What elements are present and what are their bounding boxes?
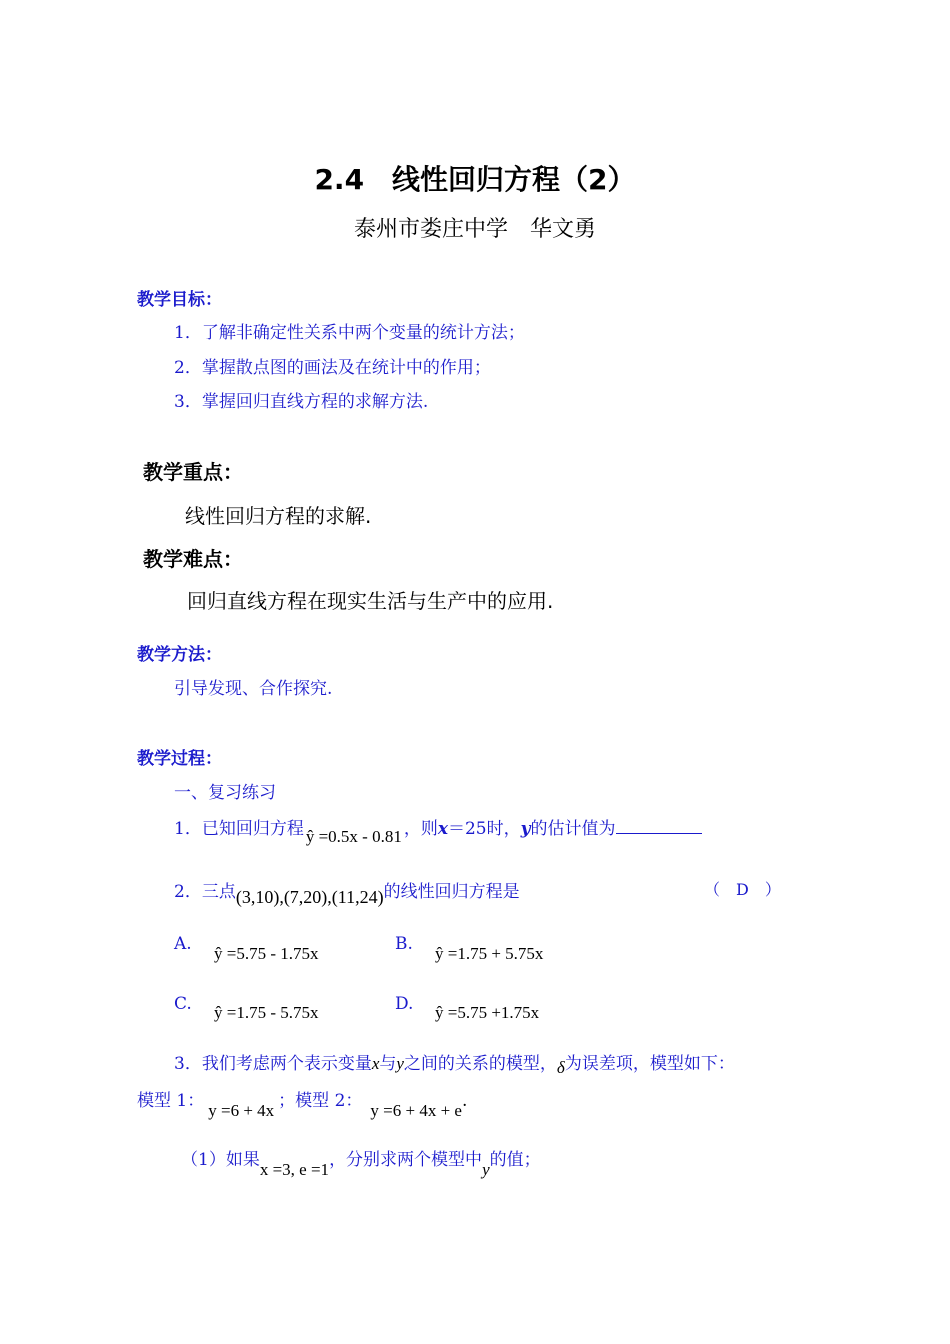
goal-item-3: 3．掌握回归直线方程的求解方法. [174,392,429,412]
sub1-text-b: ，分别求两个模型中 [329,1150,483,1170]
goals-heading: 教学目标： [137,290,222,310]
model-sep: ；模型 2： [278,1091,363,1111]
option-d: ŷ =5.75 +1.75x [435,1003,540,1022]
q3-var-y: y [396,1054,404,1073]
method-text: 引导发现、合作探究. [174,679,333,699]
q3-text-a: 3．我们考虑两个表示变量 [174,1054,372,1074]
process-heading: 教学过程： [137,749,222,769]
q3-text-c: 之间的关系的模型， [403,1054,557,1074]
option-a: ŷ =5.75 - 1.75x [214,944,319,963]
option-d-label: D. [395,994,414,1014]
sub1-condition: x =3, e =1 [259,1160,330,1179]
author-line: 泰州市娄庄中学 华文勇 [353,217,596,242]
key-heading: 教学重点： [143,460,243,484]
q1-formula: ŷ =0.5x - 0.81 [305,827,402,846]
section-review: 一、复习练习 [174,783,276,803]
q1-suffix-a: ，则 [403,819,438,839]
option-c: ŷ =1.75 - 5.75x [214,1003,319,1022]
q3-models [137,1086,468,1120]
q1-var-x: x [437,819,448,839]
model2-formula: y =6 + 4x + e [370,1101,462,1120]
goal-item-2: 2．掌握散点图的画法及在统计中的作用； [174,358,491,378]
difficulty-text: 回归直线方程在现实生活与生产中的应用. [187,589,554,613]
q1-suffix-c: 的估计值为 [530,819,616,839]
model2-end: . [461,1091,468,1111]
question-2 [174,877,520,907]
q1-suffix-b: ＝25时， [447,819,521,839]
q3-text-d: 为误差项，模型如下： [564,1054,735,1074]
q1-answer-blank[interactable] [616,815,702,834]
option-b: ŷ =1.75 + 5.75x [435,944,544,963]
q2-prefix: 2．三点 [174,882,236,902]
key-text: 线性回归方程的求解. [185,504,372,528]
page-title: 2.4 线性回归方程（2） [314,163,636,196]
sub1-var-y: y [482,1160,490,1179]
model1-label: 模型 1： [137,1091,205,1111]
q1-prefix: 1．已知回归方程 [174,819,304,839]
goal-item-1: 1．了解非确定性关系中两个变量的统计方法； [174,323,525,343]
difficulty-heading: 教学难点： [143,547,243,571]
q1-var-y: y [520,819,531,839]
option-b-label: B. [395,934,413,954]
model1-formula: y =6 + 4x [208,1101,275,1120]
q3-text-b: 与 [379,1054,397,1074]
q3-sub1 [181,1145,541,1179]
question-1 [174,814,702,846]
sub1-text-c: 的值； [489,1150,541,1170]
option-a-label: A. [174,934,192,954]
option-c-label: C. [174,994,192,1014]
q3-delta: δ [556,1058,565,1077]
question-3 [174,1049,735,1077]
sub1-text-a: （1）如果 [181,1150,260,1170]
method-heading: 教学方法： [137,645,222,665]
q2-suffix: 的线性回归方程是 [383,882,520,902]
q3-var-x: x [371,1054,380,1073]
q2-answer: （ D ） [704,880,781,899]
q2-points: (3,10),(7,20),(11,24) [235,887,384,907]
